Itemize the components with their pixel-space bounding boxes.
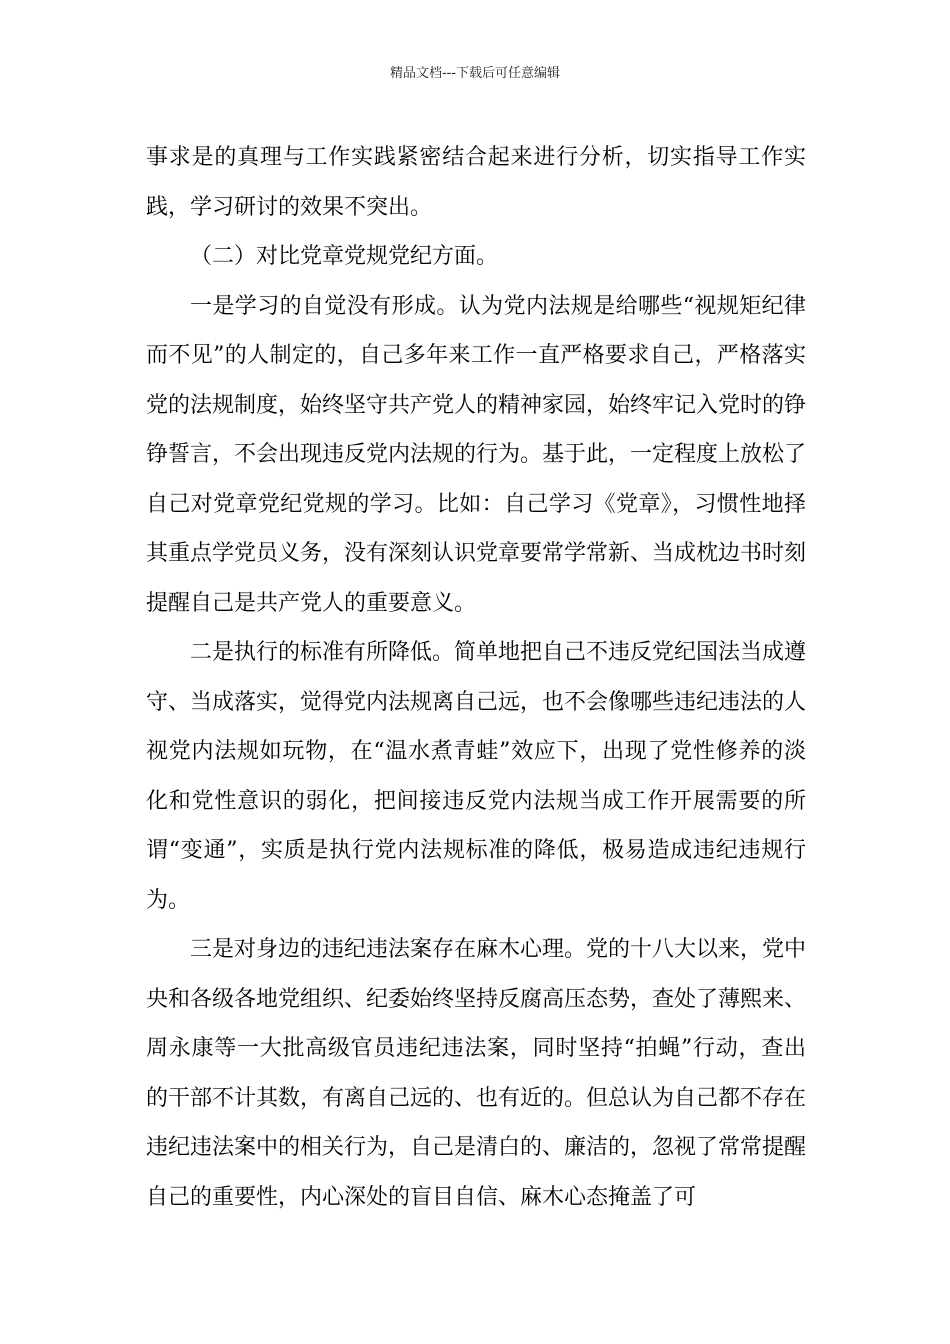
paragraph-point-three: 三是对身边的违纪违法案存在麻木心理。党的十八大以来，党中央和各级各地党组织、纪委始终坚持反腐高压态势，查处了薄熙来、周永康等一大批高级官员违纪违法案，同时坚持“拍蝇”行动，查出的干部不计其数，有离自己远的、也有近的。但总认为自己都不存在违纪违法案中的相关行为，自己是清白的、廉洁的，忽视了常常提醒自己的重要性，内心深处的盲目自信、麻木心态掩盖了可	[146, 937, 807, 1210]
body-text	[146, 133, 806, 1222]
page-header: 精品文档---下载后可任意编辑	[389, 66, 561, 81]
paragraph-point-one: 一是学习的自觉没有形成。认为党内法规是给哪些“视规矩纪律而不见”的人制定的，自己多年来工作一直严格要求自己，严格落实党的法规制度，始终坚守共产党人的精神家园，始终牢记入党时的铮铮誓言，不会出现违反党内法规的行为。基于此，一定程度上放松了自己对党章党纪党规的学习。比如：自己学习《党章》，习惯性地择其重点学党员义务，没有深刻认识党章要常学常新、当成枕边书时刻提醒自己是共产党人的重要意义。	[146, 293, 807, 616]
section-heading: （二）对比党章党规党纪方面。	[190, 244, 499, 269]
paragraph-continuation: 事求是的真理与工作实践紧密结合起来进行分析，切实指导工作实践，学习研讨的效果不突出。	[146, 145, 806, 220]
paragraph-point-two: 二是执行的标准有所降低。简单地把自己不违反党纪国法当成遵守、当成落实，觉得党内法规离自己远，也不会像哪些违纪违法的人视党内法规如玩物，在“温水煮青蛙”效应下，出现了党性修养的淡化和党性意识的弱化，把间接违反党内法规当成工作开展需要的所谓“变通”，实质是执行党内法规标准的降低，极易造成违纪违规行为。	[146, 640, 807, 913]
